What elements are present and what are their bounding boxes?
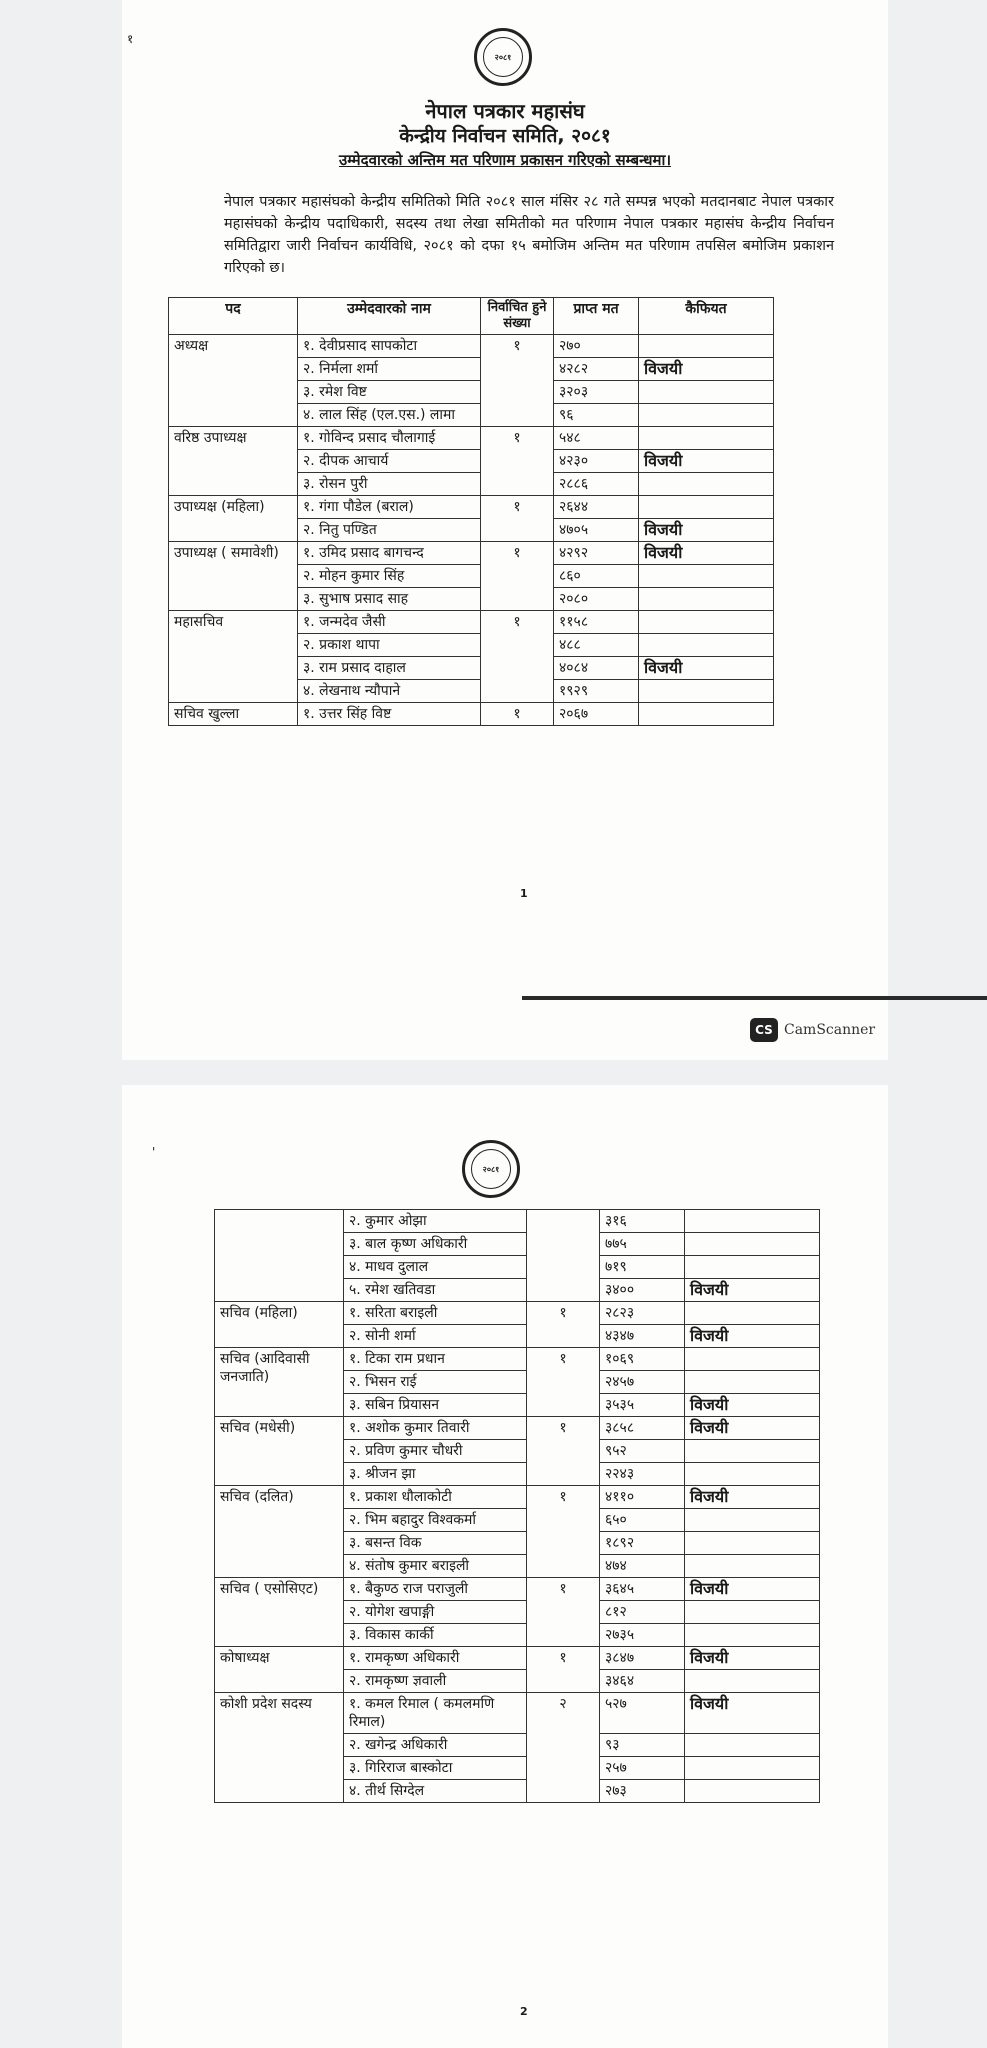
remark-cell (685, 1757, 820, 1780)
table-row (169, 496, 774, 519)
table-row (215, 1417, 820, 1440)
table-row (215, 1578, 820, 1601)
header-post: पद (169, 298, 298, 335)
scan-edge-shadow-bottom (522, 996, 987, 1000)
remark-cell (685, 1348, 820, 1371)
remark-cell (639, 611, 774, 634)
candidate-name-cell: ४. माधव दुलाल (344, 1256, 527, 1279)
remark-cell: विजयी (639, 358, 774, 381)
post-cell (215, 1210, 344, 1302)
votes-cell: ५४८ (554, 427, 639, 450)
remark-cell: विजयी (639, 657, 774, 680)
candidate-name-cell: १. उमिद प्रसाद बागचन्द (298, 542, 481, 565)
candidate-name-cell: ३. बाल कृष्ण अधिकारी (344, 1233, 527, 1256)
header-votes: प्राप्त मत (554, 298, 639, 335)
remark-cell (639, 335, 774, 358)
votes-cell: ४११० (600, 1486, 685, 1509)
remark-cell (685, 1233, 820, 1256)
candidate-name-cell: १. जन्मदेव जैसी (298, 611, 481, 634)
table-row (169, 703, 774, 726)
remark-cell: विजयी (685, 1578, 820, 1601)
candidate-name-cell: ४. लाल सिंह (एल.एस.) लामा (298, 404, 481, 427)
post-cell: सचिव (आदिवासी जनजाति) (215, 1348, 344, 1417)
votes-cell: ४८८ (554, 634, 639, 657)
votes-cell: ८६० (554, 565, 639, 588)
candidate-name-cell: ३. राम प्रसाद दाहाल (298, 657, 481, 680)
votes-cell: २७३ (600, 1780, 685, 1803)
votes-cell: २६४४ (554, 496, 639, 519)
votes-cell: ९३ (600, 1734, 685, 1757)
seat-count-cell (527, 1210, 600, 1302)
candidate-name-cell: १. गोविन्द प्रसाद चौलागाई (298, 427, 481, 450)
remark-cell (685, 1624, 820, 1647)
remark-cell: विजयी (685, 1647, 820, 1670)
remark-cell (685, 1463, 820, 1486)
votes-cell: ४३४७ (600, 1325, 685, 1348)
post-cell: महासचिव (169, 611, 298, 703)
header-remark: कैफियत (639, 298, 774, 335)
table-row (215, 1210, 820, 1233)
seat-count-cell: १ (527, 1486, 600, 1578)
seat-count-cell: १ (527, 1647, 600, 1693)
post-cell: कोशी प्रदेश सदस्य (215, 1693, 344, 1803)
candidate-name-cell: १. रामकृष्ण अधिकारी (344, 1647, 527, 1670)
candidate-name-cell: ३. सुभाष प्रसाद साह (298, 588, 481, 611)
votes-cell: ३८५८ (600, 1417, 685, 1440)
seat-count-cell: १ (527, 1302, 600, 1348)
votes-cell: १८९२ (600, 1532, 685, 1555)
document-title: नेपाल पत्रकार महासंघ (425, 99, 585, 123)
votes-cell: ३६४५ (600, 1578, 685, 1601)
votes-cell: २०६७ (554, 703, 639, 726)
votes-cell: ४२८२ (554, 358, 639, 381)
votes-cell: ३४६४ (600, 1670, 685, 1693)
table-row (215, 1693, 820, 1734)
document-page-1 (122, 0, 888, 1060)
remark-cell (685, 1734, 820, 1757)
candidate-name-cell: ३. सबिन प्रियासन (344, 1394, 527, 1417)
votes-cell: ४७४ (600, 1555, 685, 1578)
candidate-name-cell: १. गंगा पौडेल (बराल) (298, 496, 481, 519)
candidate-name-cell: २. दीपक आचार्य (298, 450, 481, 473)
seat-count-cell: १ (481, 496, 554, 542)
candidate-name-cell: २. प्रविण कुमार चौधरी (344, 1440, 527, 1463)
post-cell: सचिव (महिला) (215, 1302, 344, 1348)
header-candidate-name: उम्मेदवारको नाम (298, 298, 481, 335)
remark-cell: विजयी (685, 1394, 820, 1417)
seat-count-cell: १ (481, 335, 554, 427)
candidate-name-cell: २. रामकृष्ण ज्ञवाली (344, 1670, 527, 1693)
candidate-name-cell: २. प्रकाश थापा (298, 634, 481, 657)
votes-cell: २७० (554, 335, 639, 358)
remark-cell (685, 1532, 820, 1555)
table-row (215, 1647, 820, 1670)
candidate-name-cell: ३. रमेश विष्ट (298, 381, 481, 404)
candidate-name-cell: ४. संतोष कुमार बराइली (344, 1555, 527, 1578)
candidate-name-cell: २. मोहन कुमार सिंह (298, 565, 481, 588)
votes-cell: ४२३० (554, 450, 639, 473)
votes-cell: ४७०५ (554, 519, 639, 542)
seat-count-cell: १ (527, 1348, 600, 1417)
document-page-2 (122, 1085, 888, 2048)
candidate-name-cell: ४. लेखनाथ न्यौपाने (298, 680, 481, 703)
remark-cell (639, 588, 774, 611)
seat-count-cell: २ (527, 1693, 600, 1803)
candidate-name-cell: ३. विकास कार्की (344, 1624, 527, 1647)
votes-cell: २५७ (600, 1757, 685, 1780)
votes-cell: ३५३५ (600, 1394, 685, 1417)
seat-count-cell: १ (481, 703, 554, 726)
remark-cell (639, 703, 774, 726)
page-number: 2 (520, 2005, 528, 2018)
candidate-name-cell: ५. रमेश खतिवडा (344, 1279, 527, 1302)
remark-cell (639, 404, 774, 427)
table-row (169, 611, 774, 634)
camscanner-logo: CS (750, 1018, 778, 1042)
votes-cell: ७७५ (600, 1233, 685, 1256)
remark-cell (639, 634, 774, 657)
remark-cell: विजयी (685, 1693, 820, 1734)
votes-cell: २७३५ (600, 1624, 685, 1647)
candidate-name-cell: ३. बसन्त विक (344, 1532, 527, 1555)
post-cell: अध्यक्ष (169, 335, 298, 427)
seat-count-cell: १ (481, 611, 554, 703)
votes-cell: ९५२ (600, 1440, 685, 1463)
intro-paragraph: नेपाल पत्रकार महासंघको केन्द्रीय समितिको मिति २०८१ साल मंसिर २८ गते सम्पन्न भएको मतदानबाट नेपाल पत्रकार महासंघको केन्द्रीय पदाधिकारी, सदस्य तथा लेखा समितीको मत परिणाम नेपाल पत्रकार महासंघ केन्द्रीय निर्वाचन समितिद्वारा जारी निर्वाचन कार्यविधि, २०८१ को दफा १५ बमोजिम अन्तिम मत परिणाम तपसिल बमोजिम प्रकाशन गरिएको छ। (224, 194, 834, 276)
votes-cell: ८१२ (600, 1601, 685, 1624)
table-row (215, 1302, 820, 1325)
remark-cell: विजयी (685, 1325, 820, 1348)
candidate-name-cell: २. भिसन राई (344, 1371, 527, 1394)
post-cell: कोषाध्यक्ष (215, 1647, 344, 1693)
votes-cell: ३२०३ (554, 381, 639, 404)
candidate-name-cell: १. देवीप्रसाद सापकोटा (298, 335, 481, 358)
remark-cell: विजयी (639, 450, 774, 473)
table-row (169, 542, 774, 565)
remark-cell (685, 1440, 820, 1463)
votes-cell: ५२७ (600, 1693, 685, 1734)
remark-cell (639, 381, 774, 404)
votes-cell: ९६ (554, 404, 639, 427)
votes-cell: ११५८ (554, 611, 639, 634)
votes-cell: ४०८४ (554, 657, 639, 680)
votes-cell: २८२३ (600, 1302, 685, 1325)
candidate-name-cell: १. सरिता बराइली (344, 1302, 527, 1325)
camscanner-watermark (750, 1018, 875, 1042)
votes-cell: ३८४७ (600, 1647, 685, 1670)
organization-seal (462, 1140, 520, 1198)
post-cell: वरिष्ठ उपाध्यक्ष (169, 427, 298, 496)
post-cell: उपाध्यक्ष ( समावेशी) (169, 542, 298, 611)
post-cell: सचिव खुल्ला (169, 703, 298, 726)
seat-count-cell: १ (481, 542, 554, 611)
candidate-name-cell: १. कमल रिमाल ( कमलमणि रिमाल) (344, 1693, 527, 1734)
candidate-name-cell: २. नितु पण्डित (298, 519, 481, 542)
votes-cell: २०८० (554, 588, 639, 611)
seal-year: २०८१ (483, 37, 523, 77)
table-row (169, 335, 774, 358)
post-cell: सचिव (मधेसी) (215, 1417, 344, 1486)
remark-cell: विजयी (685, 1279, 820, 1302)
organization-seal (474, 28, 532, 86)
remark-cell (639, 565, 774, 588)
candidate-name-cell: ३. रोसन पुरी (298, 473, 481, 496)
votes-cell: २८८६ (554, 473, 639, 496)
candidate-name-cell: ३. श्रीजन झा (344, 1463, 527, 1486)
remark-cell (685, 1780, 820, 1803)
votes-cell: ७१९ (600, 1256, 685, 1279)
remark-cell (685, 1210, 820, 1233)
votes-cell: १९२९ (554, 680, 639, 703)
header-seat-count: निर्वाचित हुने संख्या (481, 298, 554, 335)
remark-cell (685, 1371, 820, 1394)
post-cell: सचिव ( एसोसिएट) (215, 1578, 344, 1647)
candidate-name-cell: १. टिका राम प्रधान (344, 1348, 527, 1371)
candidate-name-cell: २. योगेश खपाङ्गी (344, 1601, 527, 1624)
remark-cell (685, 1302, 820, 1325)
candidate-name-cell: २. सोनी शर्मा (344, 1325, 527, 1348)
post-cell: उपाध्यक्ष (महिला) (169, 496, 298, 542)
document-subtitle: केन्द्रीय निर्वाचन समिति, २०८१ (399, 125, 611, 147)
votes-cell: २२४३ (600, 1463, 685, 1486)
votes-cell: ३४०० (600, 1279, 685, 1302)
votes-cell: ३१६ (600, 1210, 685, 1233)
votes-cell: १०६९ (600, 1348, 685, 1371)
candidate-name-cell: १. प्रकाश धौलाकोटी (344, 1486, 527, 1509)
seat-count-cell: १ (481, 427, 554, 496)
votes-cell: २४५७ (600, 1371, 685, 1394)
remark-cell (685, 1670, 820, 1693)
candidate-name-cell: २. खगेन्द्र अधिकारी (344, 1734, 527, 1757)
votes-cell: ६५० (600, 1509, 685, 1532)
remark-cell (685, 1256, 820, 1279)
table-row (215, 1486, 820, 1509)
remark-cell (685, 1601, 820, 1624)
remark-cell (639, 680, 774, 703)
remark-cell (639, 496, 774, 519)
remark-cell (685, 1555, 820, 1578)
remark-cell (639, 473, 774, 496)
table-header-row (169, 298, 774, 335)
remark-cell (685, 1509, 820, 1532)
results-table-1 (168, 297, 774, 726)
remark-cell: विजयी (685, 1417, 820, 1440)
margin-mark: १ (127, 32, 134, 46)
results-table-2 (214, 1209, 820, 1803)
table-row (215, 1348, 820, 1371)
table-row (169, 427, 774, 450)
candidate-name-cell: २. कुमार ओझा (344, 1210, 527, 1233)
post-cell: सचिव (दलित) (215, 1486, 344, 1578)
candidate-name-cell: १. अशोक कुमार तिवारी (344, 1417, 527, 1440)
candidate-name-cell: ४. तीर्थ सिग्देल (344, 1780, 527, 1803)
votes-cell: ४२९२ (554, 542, 639, 565)
remark-cell (639, 427, 774, 450)
seal-year: २०८१ (471, 1149, 511, 1189)
candidate-name-cell: १. उत्तर सिंह विष्ट (298, 703, 481, 726)
seat-count-cell: १ (527, 1417, 600, 1486)
candidate-name-cell: ३. गिरिराज बास्कोटा (344, 1757, 527, 1780)
candidate-name-cell: २. भिम बहादुर विश्वकर्मा (344, 1509, 527, 1532)
remark-cell: विजयी (639, 542, 774, 565)
seat-count-cell: १ (527, 1578, 600, 1647)
remark-cell: विजयी (639, 519, 774, 542)
candidate-name-cell: २. निर्मला शर्मा (298, 358, 481, 381)
remark-cell: विजयी (685, 1486, 820, 1509)
camscanner-label: CamScanner (784, 1022, 876, 1038)
candidate-name-cell: १. बैकुण्ठ राज पराजुली (344, 1578, 527, 1601)
document-subject: उम्मेदवारको अन्तिम मत परिणाम प्रकासन गरिएको सम्बन्धमा। (338, 151, 672, 169)
page-number: 1 (520, 887, 528, 900)
margin-mark: ' (152, 1145, 156, 1159)
